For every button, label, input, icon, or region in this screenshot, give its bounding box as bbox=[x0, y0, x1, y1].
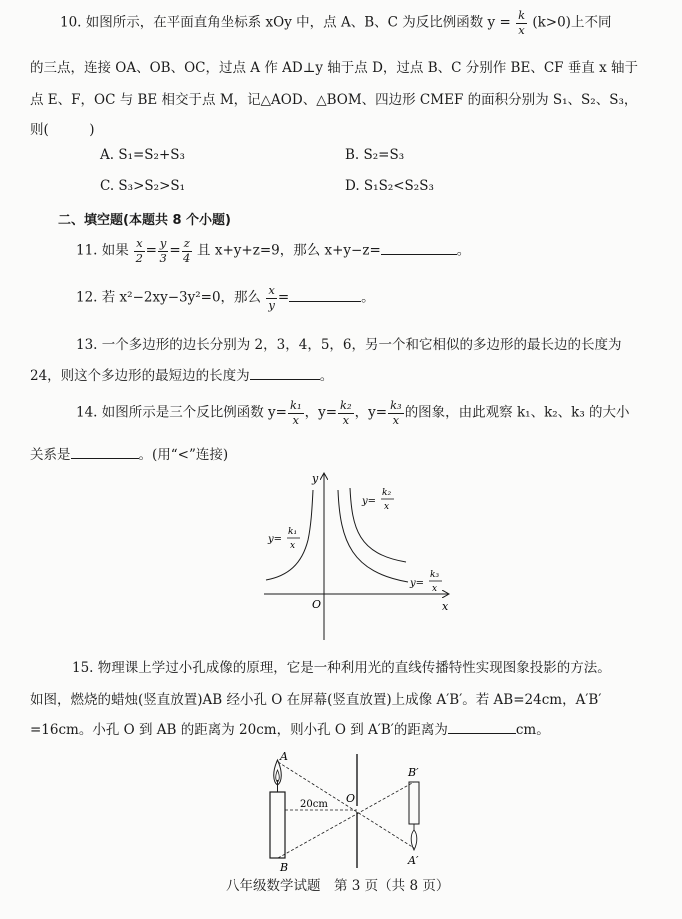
q14-frac-k3: $\frac{\text{k₃}}{x}$ bbox=[390, 398, 402, 427]
label-k3-num: k₃ bbox=[430, 570, 440, 580]
label-O: O bbox=[346, 792, 356, 805]
label-k1-num: k₁ bbox=[288, 527, 298, 537]
q14-answer-blank[interactable] bbox=[71, 446, 139, 459]
q12-frac: $\frac{x}{y}$ bbox=[268, 283, 275, 312]
y-axis-label: y bbox=[312, 472, 319, 485]
label-k3-den: x bbox=[432, 584, 438, 594]
label-B-prime: B′ bbox=[408, 766, 419, 779]
q11-frac-z: $\frac{z}{4}$ bbox=[183, 236, 191, 265]
label-distance: 20cm bbox=[300, 799, 328, 810]
label-k2-prefix: y= bbox=[362, 496, 377, 507]
q10-option-b: B. S₂=S₃ bbox=[345, 147, 405, 163]
section-heading: 二、填空题(本题共 8 个小题) bbox=[58, 213, 231, 228]
q10-line1: 10. 如图所示，在平面直角坐标系 xOy 中，点 A、B、C 为反比例函数 y = $\frac{k}{x}$ (k>0)上不同 bbox=[60, 8, 612, 37]
q11: 11. 如果 $\frac{x}{2}$ = $\frac{y}{3}$ = $\frac{z}{4}$ 且 x+y+z=9，那么 x+y−z= 。 bbox=[76, 236, 471, 265]
q10-option-d: D. S₁S₂<S₂S₃ bbox=[345, 178, 434, 194]
q14-frac-k2: $\frac{\text{k₂}}{x}$ bbox=[340, 398, 352, 427]
ray-a bbox=[278, 762, 414, 848]
label-k2-num: k₂ bbox=[382, 488, 392, 498]
curve-k2 bbox=[350, 488, 406, 562]
q10-line4: 则( ) bbox=[30, 122, 95, 138]
label-k2-den: x bbox=[384, 502, 390, 512]
q10-line3: 点 E、F，OC 与 BE 相交于点 M，记△AOD、△BOM、四边形 CMEF 的面积分别为 S₁、S₂、S₃， bbox=[30, 92, 638, 108]
image-candle bbox=[409, 782, 419, 824]
q13-line1: 13. 一个多边形的边长分别为 2，3，4，5，6，另一个和它相似的多边形的最长边的长度为 bbox=[76, 337, 622, 353]
label-k3-prefix: y= bbox=[410, 578, 425, 589]
page-footer: 八年级数学试题 第 3 页（共 8 页） bbox=[226, 878, 450, 894]
q15-line3: =16cm。小孔 O 到 AB 的距离为 20cm，则小孔 O 到 A′B′的距离为 cm。 bbox=[30, 722, 550, 738]
q11-frac-y: $\frac{y}{3}$ bbox=[159, 236, 167, 265]
x-axis-label: x bbox=[442, 600, 449, 613]
q10-option-c: C. S₃>S₂>S₁ bbox=[100, 178, 186, 194]
candle-body bbox=[270, 792, 285, 858]
q13-answer-blank[interactable] bbox=[250, 367, 320, 380]
q15-answer-blank[interactable] bbox=[448, 721, 516, 734]
q14-line2: 关系是 。(用“<”连接) bbox=[30, 447, 229, 463]
q11-answer-blank[interactable] bbox=[381, 242, 457, 255]
label-A-prime: A′ bbox=[408, 854, 419, 867]
label-k1-den: x bbox=[290, 541, 296, 551]
q10-fraction: $\frac{k}{x}$ bbox=[518, 8, 526, 37]
q11-frac-x: $\frac{x}{2}$ bbox=[135, 236, 143, 265]
q12-answer-blank[interactable] bbox=[289, 289, 361, 302]
q12: 12. 若 x²−2xy−3y²=0，那么 $\frac{x}{y}$ = 。 bbox=[76, 283, 375, 312]
label-k1-prefix: y= bbox=[268, 534, 283, 545]
q13-line2: 24，则这个多边形的最短边的长度为 。 bbox=[30, 368, 334, 384]
image-flame bbox=[411, 830, 417, 850]
q10-option-a: A. S₁=S₂+S₃ bbox=[100, 147, 185, 163]
pinhole-figure bbox=[262, 750, 442, 872]
origin-label: O bbox=[312, 598, 322, 611]
q14-line1: 14. 如图所示是三个反比例函数 y= $\frac{\text{k₁}}{x}$ ，y= $\frac{\text{k₂}}{x}$ ，y= $\frac{\text{k₃}}{x}$ 的图象，由此观察 k₁、k₂、k₃ 的大小 bbox=[76, 398, 630, 427]
label-A: A bbox=[280, 750, 288, 763]
q15-line2: 如图，燃烧的蜡烛(竖直放置)AB 经小孔 O 在屏幕(竖直放置)上成像 A′B′。若 AB=24cm，A′B′ bbox=[30, 692, 602, 708]
q14-frac-k1: $\frac{\text{k₁}}{x}$ bbox=[290, 398, 302, 427]
q15-line1: 15. 物理课上学过小孔成像的原理，它是一种利用光的直线传播特性实现图象投影的方法。 bbox=[72, 660, 611, 676]
label-B: B bbox=[280, 861, 289, 872]
hyperbola-graph bbox=[258, 468, 458, 644]
q10-line2: 的三点，连接 OA、OB、OC，过点 A 作 AD⊥y 轴于点 D，过点 B、C 分别作 BE、CF 垂直 x 轴于 bbox=[30, 60, 639, 76]
